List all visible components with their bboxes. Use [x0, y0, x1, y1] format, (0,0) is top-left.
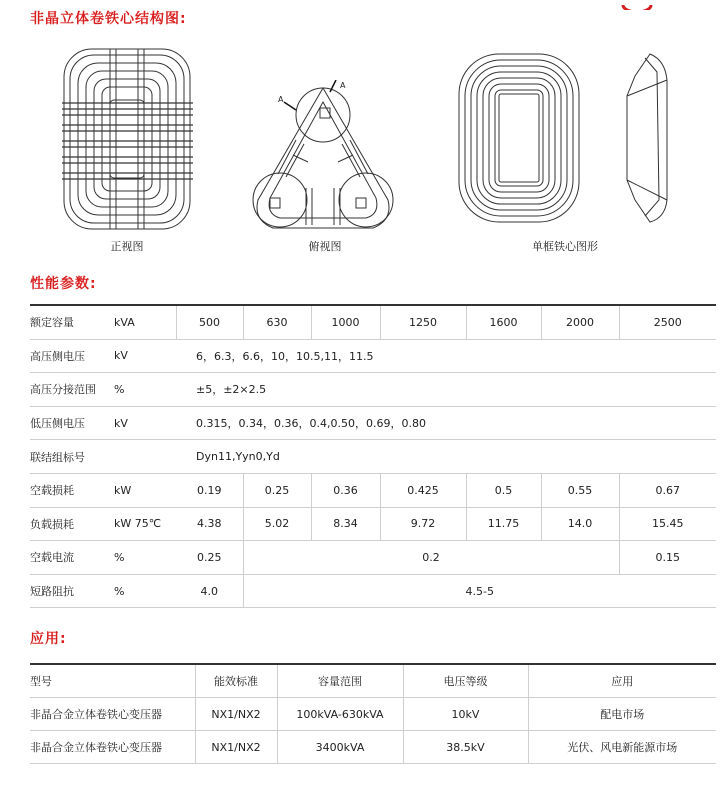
table-row: [30, 305, 716, 339]
param-value: 2000: [541, 305, 619, 339]
table-row: [30, 406, 716, 440]
column-header: 容量范围: [277, 664, 403, 698]
table-row: [30, 731, 716, 764]
param-unit: %: [114, 541, 176, 575]
performance-heading: 性能参数:: [30, 276, 97, 292]
top-view-drawing: [248, 80, 398, 235]
table-cell: 配电市场: [528, 698, 716, 731]
param-name: 短路阻抗: [30, 574, 114, 608]
param-text: 6，6.3，6.6，10，10.5,11，11.5: [176, 339, 716, 373]
param-value: 4.38: [176, 507, 243, 541]
param-unit: kV: [114, 339, 176, 373]
single-frame-caption: 单框铁心图形: [532, 240, 598, 253]
param-text: Dyn11,Yyn0,Yd: [176, 440, 716, 474]
param-value: 15.45: [619, 507, 716, 541]
param-name: 负载损耗: [30, 507, 114, 541]
param-name: 低压侧电压: [30, 406, 114, 440]
param-value: 0.15: [619, 541, 716, 575]
table-cell: 10kV: [403, 698, 528, 731]
front-view-drawing: [60, 45, 195, 235]
table-row: [30, 373, 716, 407]
param-unit: [114, 440, 176, 474]
param-name: 空载电流: [30, 541, 114, 575]
structure-figures: [0, 40, 727, 270]
param-value: 0.425: [380, 473, 466, 507]
front-view-caption: 正视图: [110, 240, 144, 253]
param-value: 1250: [380, 305, 466, 339]
param-value: 0.36: [311, 473, 380, 507]
param-unit: kV: [114, 406, 176, 440]
table-cell: 38.5kV: [403, 731, 528, 764]
param-value: 500: [176, 305, 243, 339]
param-value: 0.2: [243, 541, 619, 575]
param-unit: %: [114, 574, 176, 608]
param-value: 0.25: [176, 541, 243, 575]
single-frame-drawing: [455, 50, 685, 230]
param-name: 高压侧电压: [30, 339, 114, 373]
param-value: 5.02: [243, 507, 311, 541]
table-cell: NX1/NX2: [195, 731, 277, 764]
table-cell: NX1/NX2: [195, 698, 277, 731]
table-row: [30, 541, 716, 575]
param-value: 4.0: [176, 574, 243, 608]
marker-a-left: A: [278, 95, 284, 104]
param-value: 1600: [466, 305, 541, 339]
param-value: 630: [243, 305, 311, 339]
param-unit: kVA: [114, 305, 176, 339]
table-row: [30, 473, 716, 507]
brand-logo: [612, 0, 662, 10]
table-row: [30, 698, 716, 731]
structure-heading: 非晶立体卷铁心结构图:: [30, 11, 187, 27]
application-heading: 应用:: [30, 631, 67, 647]
param-name: 高压分接范围: [30, 373, 114, 407]
table-cell: 非晶合金立体卷铁心变压器: [30, 731, 195, 764]
performance-table: [30, 304, 716, 608]
table-row: [30, 507, 716, 541]
column-header: 型号: [30, 664, 195, 698]
param-value: 14.0: [541, 507, 619, 541]
param-value: 11.75: [466, 507, 541, 541]
param-unit: kW 75℃: [114, 507, 176, 541]
param-unit: %: [114, 373, 176, 407]
param-value: 8.34: [311, 507, 380, 541]
param-name: 额定容量: [30, 305, 114, 339]
column-header: 电压等级: [403, 664, 528, 698]
param-value: 0.55: [541, 473, 619, 507]
table-cell: 100kVA-630kVA: [277, 698, 403, 731]
top-view-caption: 俯视图: [308, 240, 342, 253]
param-value: 0.19: [176, 473, 243, 507]
table-cell: 光伏、风电新能源市场: [528, 731, 716, 764]
param-value: 0.67: [619, 473, 716, 507]
table-row: [30, 339, 716, 373]
marker-a-top: A: [340, 81, 346, 90]
param-value: 0.5: [466, 473, 541, 507]
table-row: [30, 440, 716, 474]
table-cell: 非晶合金立体卷铁心变压器: [30, 698, 195, 731]
param-value: 9.72: [380, 507, 466, 541]
param-value: 4.5-5: [243, 574, 716, 608]
param-unit: kW: [114, 473, 176, 507]
column-header: 应用: [528, 664, 716, 698]
application-table: [30, 663, 716, 764]
param-value: 1000: [311, 305, 380, 339]
param-name: 空载损耗: [30, 473, 114, 507]
param-value: 2500: [619, 305, 716, 339]
table-row: [30, 574, 716, 608]
param-text: ±5，±2×2.5: [176, 373, 716, 407]
param-value: 0.25: [243, 473, 311, 507]
column-header: 能效标准: [195, 664, 277, 698]
param-name: 联结组标号: [30, 440, 114, 474]
param-text: 0.315，0.34，0.36，0.4,0.50，0.69，0.80: [176, 406, 716, 440]
table-cell: 3400kVA: [277, 731, 403, 764]
table-header-row: [30, 664, 716, 698]
